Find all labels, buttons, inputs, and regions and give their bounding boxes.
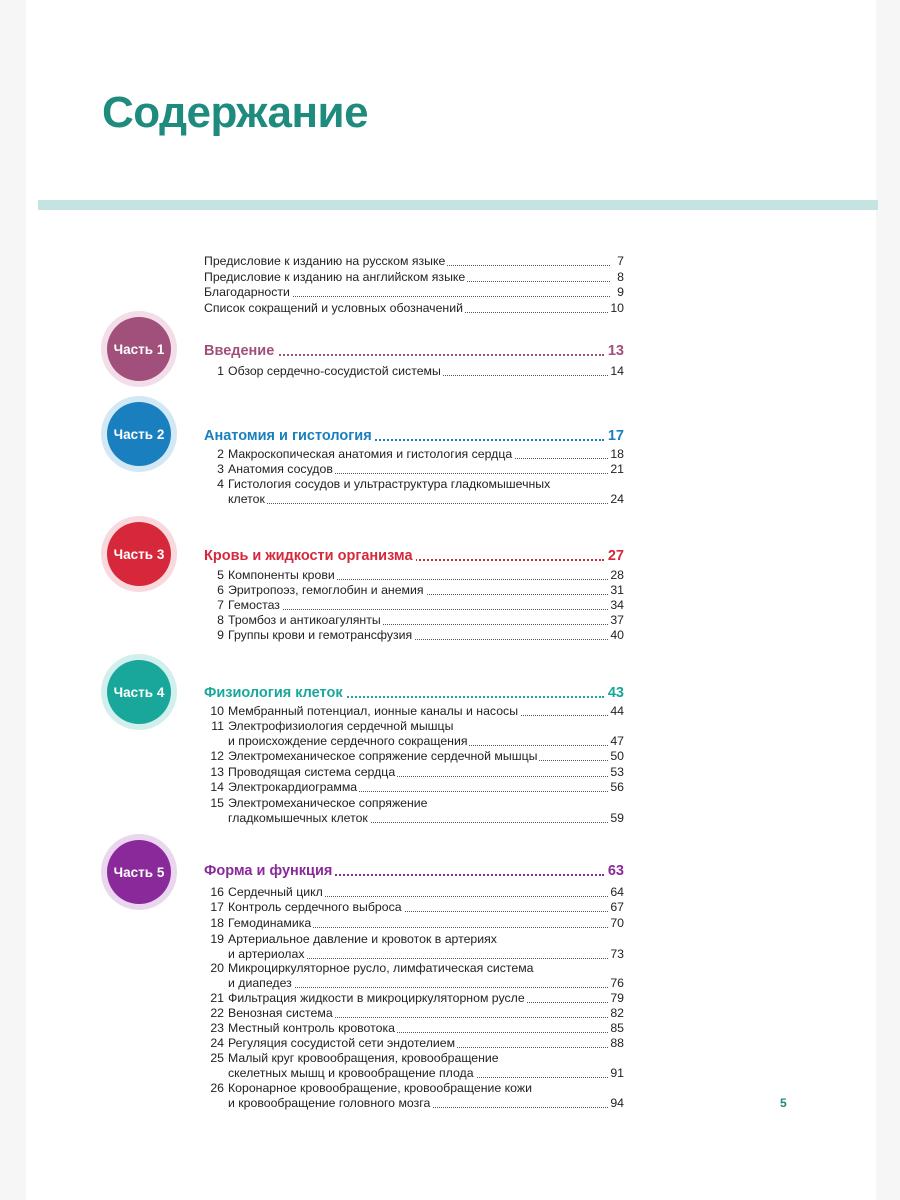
part-heading[interactable] [204, 546, 624, 566]
toc-entry-label: Мембранный потенциал, ионные каналы и насосы [228, 704, 519, 718]
toc-entry-label-cont: и диапедез [228, 976, 292, 990]
part-title: Форма и функция [204, 861, 335, 881]
chapter-number: 17 [210, 900, 224, 914]
toc-entry-page: 10 [610, 301, 624, 315]
toc-entry-label: Контроль сердечного выброса [228, 900, 402, 914]
toc-entry-label: Эритропоэз, гемоглобин и анемия [228, 583, 424, 597]
dot-leader [228, 609, 610, 610]
part-heading[interactable] [204, 426, 624, 446]
toc-entry-label: Гемостаз [228, 598, 280, 612]
toc-entry-label: Артериальное давление и кровоток в артериях [228, 932, 497, 946]
toc-entry-line2[interactable] [204, 947, 624, 962]
toc-entry-page: 34 [610, 598, 624, 612]
toc-entry-label: Регуляция сосудистой сети эндотелием [228, 1036, 456, 1050]
chapter-number: 12 [210, 749, 224, 763]
chapter-number: 22 [210, 1006, 224, 1020]
toc-entry[interactable] [204, 364, 624, 379]
part-badge-label: Часть 3 [113, 546, 165, 562]
toc-entry-label: Проводящая система сердца [228, 765, 396, 779]
part-badge-label: Часть 2 [113, 426, 165, 442]
toc-entry[interactable] [204, 1021, 624, 1036]
toc-entry-label: Фильтрация жидкости в микроциркуляторном русле [228, 991, 525, 1005]
toc-entry[interactable] [204, 765, 624, 780]
toc-entry-page: 70 [610, 916, 624, 930]
toc-entry[interactable] [204, 285, 624, 300]
toc-entry[interactable] [204, 613, 624, 628]
toc-entry-label-cont: и артериолах [228, 947, 305, 961]
part-page: 13 [605, 341, 624, 361]
chapter-number: 18 [210, 916, 224, 930]
part-title: Введение [204, 341, 277, 361]
part-badge[interactable] [107, 317, 171, 381]
toc-entry-line1[interactable] [204, 1051, 624, 1066]
toc-entry[interactable] [204, 568, 624, 583]
chapter-number: 21 [210, 991, 224, 1005]
toc-entry-page: 94 [610, 1096, 624, 1110]
toc-entry-line2[interactable] [204, 811, 624, 826]
part-heading[interactable] [204, 683, 624, 703]
toc-entry[interactable] [204, 583, 624, 598]
toc-entry-line1[interactable] [204, 932, 624, 947]
chapter-number: 2 [217, 447, 224, 461]
toc-entry[interactable] [204, 462, 624, 477]
chapter-number: 19 [210, 932, 224, 946]
header-divider [38, 200, 878, 210]
part-heading[interactable] [204, 861, 624, 881]
part-heading[interactable] [204, 341, 624, 361]
part-title: Анатомия и гистология [204, 426, 375, 446]
toc-entry-page: 56 [610, 780, 624, 794]
toc-entry-label: Предисловие к изданию на русском языке [204, 254, 446, 268]
part-badge-label: Часть 5 [113, 864, 165, 880]
toc-entry-label-cont: и происхождение сердечного сокращения [228, 734, 468, 748]
toc-entry-label-cont: гладкомышечных клеток [228, 811, 368, 825]
toc-entry-label: Предисловие к изданию на английском языке [204, 270, 466, 284]
part-title: Кровь и жидкости организма [204, 546, 416, 566]
toc-entry-page: 8 [617, 270, 624, 284]
toc-entry-page: 37 [610, 613, 624, 627]
chapter-number: 25 [210, 1051, 224, 1065]
part-badge[interactable] [107, 402, 171, 466]
toc-entry-label: Обзор сердечно-сосудистой системы [228, 364, 441, 378]
toc-entry-label: Электромеханическое сопряжение [228, 796, 428, 810]
chapter-number: 6 [217, 583, 224, 597]
toc-entry-label: Микроциркуляторное русло, лимфатическая система [228, 961, 534, 975]
chapter-number: 4 [217, 477, 224, 491]
toc-entry-line1[interactable] [204, 719, 624, 734]
toc-entry-label: Благодарности [204, 285, 290, 299]
chapter-number: 5 [217, 568, 224, 582]
toc-entry-label: Список сокращений и условных обозначений [204, 301, 463, 315]
toc-entry-label: Электрофизиология сердечной мышцы [228, 719, 454, 733]
toc-entry-line2[interactable] [204, 734, 624, 749]
part-badge[interactable] [107, 522, 171, 586]
toc-entry-page: 73 [610, 947, 624, 961]
toc-entry-label: Местный контроль кровотока [228, 1021, 395, 1035]
toc-entry[interactable] [204, 749, 624, 764]
toc-entry-label-cont: и кровообращение головного мозга [228, 1096, 431, 1110]
page-number: 5 [780, 1096, 787, 1110]
toc-entry[interactable] [204, 598, 624, 613]
toc-entry-label: Малый круг кровообращения, кровообращение [228, 1051, 499, 1065]
toc-entry-page: 40 [610, 628, 624, 642]
page-title: Содержание [102, 88, 369, 137]
part-badge[interactable] [107, 840, 171, 904]
toc-entry-page: 18 [610, 447, 624, 461]
toc-entry[interactable] [204, 991, 624, 1006]
toc-entry-label: Коронарное кровообращение, кровообращение кожи [228, 1081, 532, 1095]
toc-entry-page: 91 [610, 1066, 624, 1080]
toc-entry-page: 50 [610, 749, 624, 763]
part-badge-label: Часть 1 [113, 341, 165, 357]
toc-entry-line2[interactable] [204, 1066, 624, 1081]
toc-entry-page: 9 [617, 285, 624, 299]
toc-entry-line2[interactable] [204, 976, 624, 991]
toc-entry-page: 7 [617, 254, 624, 268]
chapter-number: 15 [210, 796, 224, 810]
part-page: 43 [605, 683, 624, 703]
chapter-number: 10 [210, 704, 224, 718]
toc-entry-line2[interactable] [204, 1096, 624, 1111]
toc-entry[interactable] [204, 447, 624, 462]
toc-entry-page: 28 [610, 568, 624, 582]
toc-entry-line1[interactable] [204, 1081, 624, 1096]
toc-entry[interactable] [204, 885, 624, 900]
toc-entry-page: 21 [610, 462, 624, 476]
toc-entry-label: Венозная система [228, 1006, 333, 1020]
chapter-number: 8 [217, 613, 224, 627]
toc-entry-label: Макроскопическая анатомия и гистология сердца [228, 447, 513, 461]
toc-entry-page: 67 [610, 900, 624, 914]
part-badge[interactable] [107, 660, 171, 724]
chapter-number: 14 [210, 780, 224, 794]
part-badge-label: Часть 4 [113, 684, 165, 700]
toc-entry-page: 47 [610, 734, 624, 748]
part-page: 17 [605, 426, 624, 446]
toc-entry[interactable] [204, 270, 624, 285]
toc-entry-page: 79 [610, 991, 624, 1005]
toc-entry[interactable] [204, 780, 624, 795]
part-page: 63 [605, 861, 624, 881]
toc-entry-line1[interactable] [204, 961, 624, 976]
chapter-number: 16 [210, 885, 224, 899]
chapter-number: 26 [210, 1081, 224, 1095]
toc-entry-line2[interactable] [204, 492, 624, 507]
toc-entry-label: Группы крови и гемотрансфузия [228, 628, 413, 642]
toc-entry[interactable] [204, 301, 624, 316]
toc-entry-line1[interactable] [204, 477, 624, 492]
chapter-number: 20 [210, 961, 224, 975]
toc-entry-page: 82 [610, 1006, 624, 1020]
toc-entry-page: 24 [610, 492, 624, 506]
toc-entry-label: Электрокардиограмма [228, 780, 358, 794]
toc-entry-page: 85 [610, 1021, 624, 1035]
chapter-number: 1 [217, 364, 224, 378]
chapter-number: 13 [210, 765, 224, 779]
toc-entry-label-cont: скелетных мышц и кровообращение плода [228, 1066, 474, 1080]
part-page: 27 [605, 546, 624, 566]
toc-entry-page: 14 [610, 364, 624, 378]
toc-entry[interactable] [204, 916, 624, 931]
toc-entry-label: Гистология сосудов и ультраструктура гладкомышечных [228, 477, 551, 491]
toc-entry[interactable] [204, 254, 624, 269]
dot-leader [228, 503, 610, 504]
chapter-number: 23 [210, 1021, 224, 1035]
chapter-number: 24 [210, 1036, 224, 1050]
chapter-number: 7 [217, 598, 224, 612]
chapter-number: 11 [211, 719, 224, 733]
toc-entry-line1[interactable] [204, 796, 624, 811]
chapter-number: 9 [217, 628, 224, 642]
toc-entry-label-cont: клеток [228, 492, 265, 506]
toc-entry-page: 53 [610, 765, 624, 779]
toc-entry-label: Электромеханическое сопряжение сердечной мышцы [228, 749, 538, 763]
toc-entry-label: Гемодинамика [228, 916, 312, 930]
toc-entry-label: Тромбоз и антикоагулянты [228, 613, 381, 627]
toc-entry-page: 31 [610, 583, 624, 597]
chapter-number: 3 [217, 462, 224, 476]
toc-entry-page: 44 [610, 704, 624, 718]
part-title: Физиология клеток [204, 683, 346, 703]
toc-entry-page: 59 [610, 811, 624, 825]
toc-entry-label: Компоненты крови [228, 568, 335, 582]
toc-entry-page: 88 [610, 1036, 624, 1050]
toc-entry[interactable] [204, 628, 624, 643]
toc-entry[interactable] [204, 1036, 624, 1051]
toc-entry-label: Сердечный цикл [228, 885, 323, 899]
toc-entry[interactable] [204, 900, 624, 915]
toc-entry-label: Анатомия сосудов [228, 462, 333, 476]
toc-entry-page: 64 [610, 885, 624, 899]
toc-entry[interactable] [204, 1006, 624, 1021]
toc-entry-page: 76 [610, 976, 624, 990]
toc-entry[interactable] [204, 704, 624, 719]
